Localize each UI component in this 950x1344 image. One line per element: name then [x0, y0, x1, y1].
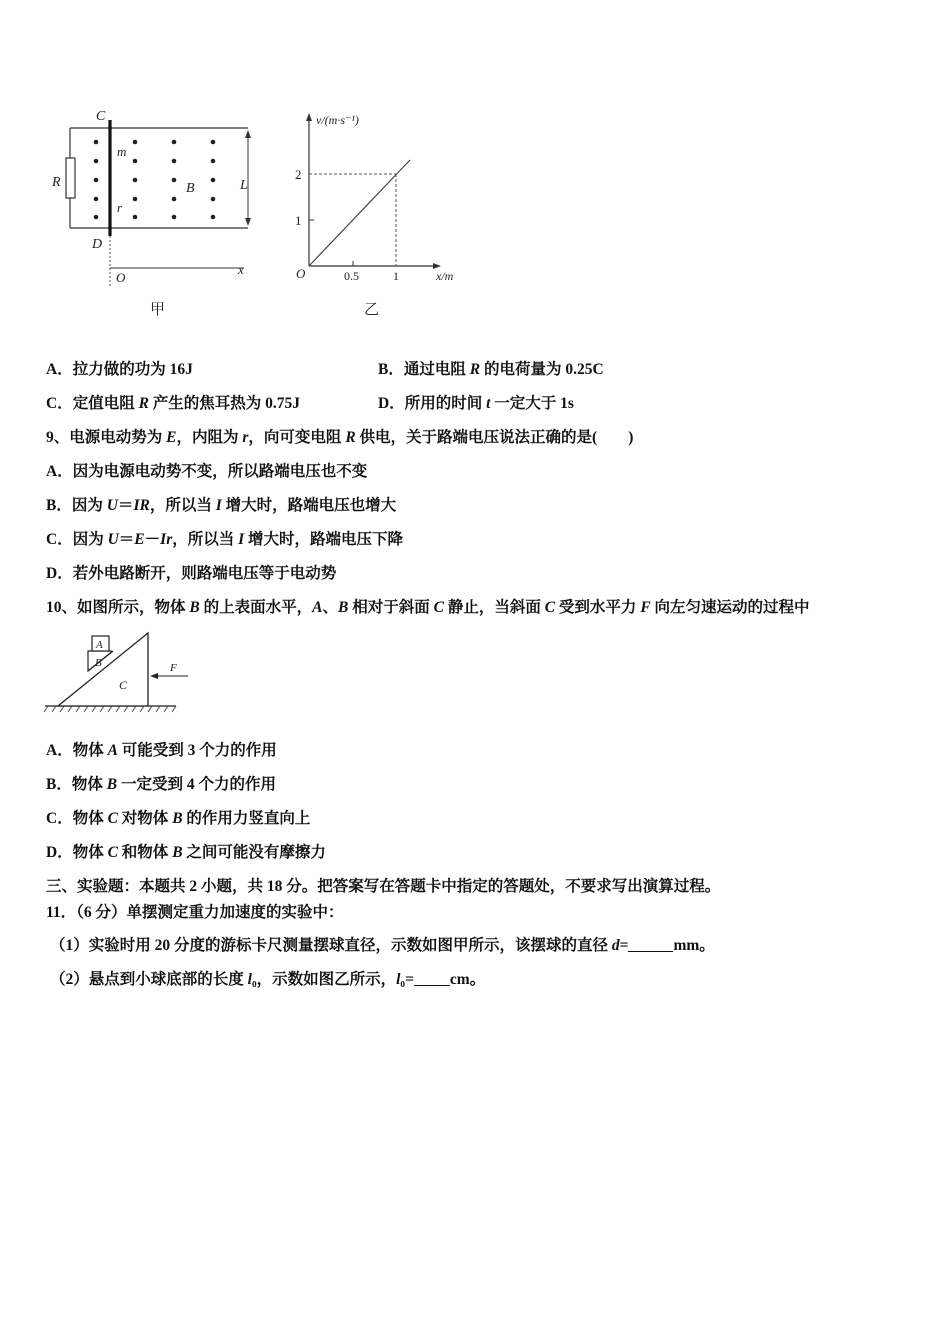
l-arrow-up [245, 130, 251, 138]
text-segment: （1）实验时用 20 分度的游标卡尺测量摆球直径，示数如图甲所示，该摆球的直径 [50, 937, 612, 954]
text-segment: C．物体 [46, 810, 108, 827]
text-segment: D．若外电路断开，则路端电压等于电动势 [46, 565, 337, 582]
math-variable: I [238, 531, 245, 548]
math-variable: B [172, 810, 183, 827]
math-variable: Ir [160, 531, 173, 548]
math-variable: C [107, 810, 118, 827]
text-segment: 之间可能没有摩擦力 [182, 844, 326, 861]
text-segment: 一定大于 1s [490, 395, 574, 412]
math-variable: B [337, 599, 349, 616]
math-variable: E [134, 531, 145, 548]
q10-option-b [46, 775, 276, 795]
math-variable: R [345, 429, 356, 446]
math-variable: R [138, 395, 149, 412]
section-3-header [46, 877, 720, 897]
text-segment: 供电，关于路端电压说法正确的是( ) [355, 429, 634, 446]
v-axis-arrow [306, 113, 312, 121]
text-segment: A．因为电源电动势不变，所以路端电压也不变 [46, 463, 368, 480]
text-segment: 对物体 [117, 810, 173, 827]
math-variable: B [172, 844, 183, 861]
caption-yi: 乙 [364, 302, 380, 318]
text-segment: ，向可变电阻 [248, 429, 346, 446]
label-d: D [92, 237, 103, 252]
text-segment: B．通过电阻 [378, 361, 470, 378]
label-c: C [96, 109, 106, 124]
text-segment: 产生的焦耳热为 0.75J [148, 395, 301, 412]
text-segment: 增大时，路端电压下降 [244, 531, 404, 548]
q9-stem [46, 428, 633, 448]
text-segment: 增大时，路端电压也增大 [221, 497, 397, 514]
text-segment: 三、实验题：本题共 2 小题，共 18 分。把答案写在答题卡中指定的答题处，不要求写出演算过程。 [46, 878, 721, 895]
text-segment: 的作用力竖直向上 [182, 810, 311, 827]
tick-label-1: 1 [295, 213, 302, 228]
math-variable: R [469, 361, 481, 378]
answer-blank [628, 936, 673, 952]
math-variable: A [312, 599, 323, 616]
q8-option-a [46, 361, 193, 378]
math-variable: I [215, 497, 222, 514]
q8-option-row-2 [46, 394, 574, 414]
tick-label-x1: 1 [393, 269, 399, 283]
text-segment: ，所以当 [172, 531, 239, 548]
caption-jia: 甲 [150, 302, 166, 318]
text-segment: 静止，当斜面 [443, 599, 545, 616]
text-segment: = [619, 937, 629, 954]
q11-part-1 [50, 936, 715, 956]
l-arrow-down [245, 218, 251, 226]
q8-option-c [46, 395, 300, 412]
resistor-r [66, 158, 75, 198]
q10-option-c [46, 809, 310, 829]
text-segment: ＝ [118, 531, 135, 548]
text-segment: A．拉力做的功为 16J [46, 361, 193, 378]
text-segment: C．因为 [46, 531, 108, 548]
label-x-m: x/m [436, 269, 454, 283]
text-segment: D．所用的时间 [378, 395, 487, 412]
math-variable: t [486, 395, 491, 412]
ground-hatching [44, 706, 176, 712]
figure-jia [51, 109, 251, 318]
q8-option-d [378, 394, 574, 414]
v-x-line [309, 160, 410, 266]
label-r-internal: r [117, 200, 123, 215]
text-segment: B．物体 [46, 776, 107, 793]
math-variable: U [107, 531, 119, 548]
label-m: m [117, 144, 127, 159]
text-segment: ₀= [400, 971, 414, 988]
figure-yi [295, 113, 454, 318]
q9-option-a [46, 462, 367, 482]
text-segment: 的电荷量为 0.25C [480, 361, 604, 378]
q11-part-2 [50, 970, 485, 990]
tick-label-0-5: 0.5 [344, 269, 359, 283]
q8-option-b [378, 360, 604, 380]
text-segment: 向左匀速运动的过程中 [650, 599, 810, 616]
math-variable: l [396, 971, 401, 988]
math-variable: U [106, 497, 118, 514]
text-segment: C．定值电阻 [46, 395, 139, 412]
figure-incline [0, 625, 950, 720]
label-incline-c: C [119, 678, 128, 692]
label-r-resistor: R [52, 175, 61, 190]
math-variable: F [640, 599, 651, 616]
text-segment: 11．（6 分）单摆测定重力加速度的实验中： [46, 904, 344, 921]
q8-option-row-1 [46, 360, 604, 380]
text-segment: cm。 [449, 971, 486, 988]
text-segment: 和物体 [117, 844, 173, 861]
math-variable: E [166, 429, 177, 446]
label-o-yi: O [296, 266, 306, 281]
text-segment: ，所以当 [149, 497, 216, 514]
math-variable: B [189, 599, 200, 616]
label-block-b: B [95, 657, 102, 669]
math-variable: A [107, 742, 118, 759]
text-segment: ＝ [117, 497, 134, 514]
label-block-a: A [96, 639, 103, 651]
text-segment: ，内阻为 [176, 429, 243, 446]
label-v-axis: v/(m·s⁻¹) [316, 113, 359, 127]
math-variable: B [106, 776, 118, 793]
q10-stem [46, 598, 810, 618]
text-segment: 的上表面水平， [199, 599, 313, 616]
text-segment: － [144, 531, 161, 548]
text-segment: 9、电源电动势为 [46, 429, 167, 446]
text-segment: mm。 [673, 937, 715, 954]
math-variable: d [611, 937, 620, 954]
math-variable: C [107, 844, 118, 861]
answer-blank [414, 970, 450, 986]
q10-option-d [46, 843, 326, 863]
q9-option-c [46, 530, 403, 550]
text-segment: 相对于斜面 [348, 599, 434, 616]
magnetic-field-dots [94, 140, 216, 220]
text-segment: 可能受到 3 个力的作用 [117, 742, 277, 759]
label-o-jia: O [116, 270, 126, 285]
math-variable: IR [133, 497, 150, 514]
math-variable: r [242, 429, 249, 446]
text-segment: D．物体 [46, 844, 108, 861]
label-l: L [240, 178, 248, 193]
q11-stem [46, 903, 344, 923]
tick-label-2: 2 [295, 167, 302, 182]
q9-option-d [46, 564, 336, 584]
text-segment: 10、如图所示，物体 [46, 599, 190, 616]
q10-option-a [46, 741, 277, 761]
text-segment: （2）悬点到小球底部的长度 [50, 971, 248, 988]
label-b-field: B [186, 181, 195, 196]
text-segment: ₀，示数如图乙所示， [251, 971, 397, 988]
text-segment: 一定受到 4 个力的作用 [117, 776, 276, 793]
figure-jia-yi [0, 100, 950, 330]
math-variable: C [544, 599, 556, 616]
text-segment: 受到水平力 [555, 599, 641, 616]
math-variable: l [247, 971, 252, 988]
q9-option-b [46, 496, 396, 516]
label-force-f: F [170, 662, 177, 674]
math-variable: C [433, 599, 444, 616]
text-segment: A．物体 [46, 742, 108, 759]
force-f-arrow [150, 673, 158, 679]
text-segment: B．因为 [46, 497, 107, 514]
label-x-jia: x [238, 262, 244, 277]
text-segment: 、 [322, 599, 338, 616]
